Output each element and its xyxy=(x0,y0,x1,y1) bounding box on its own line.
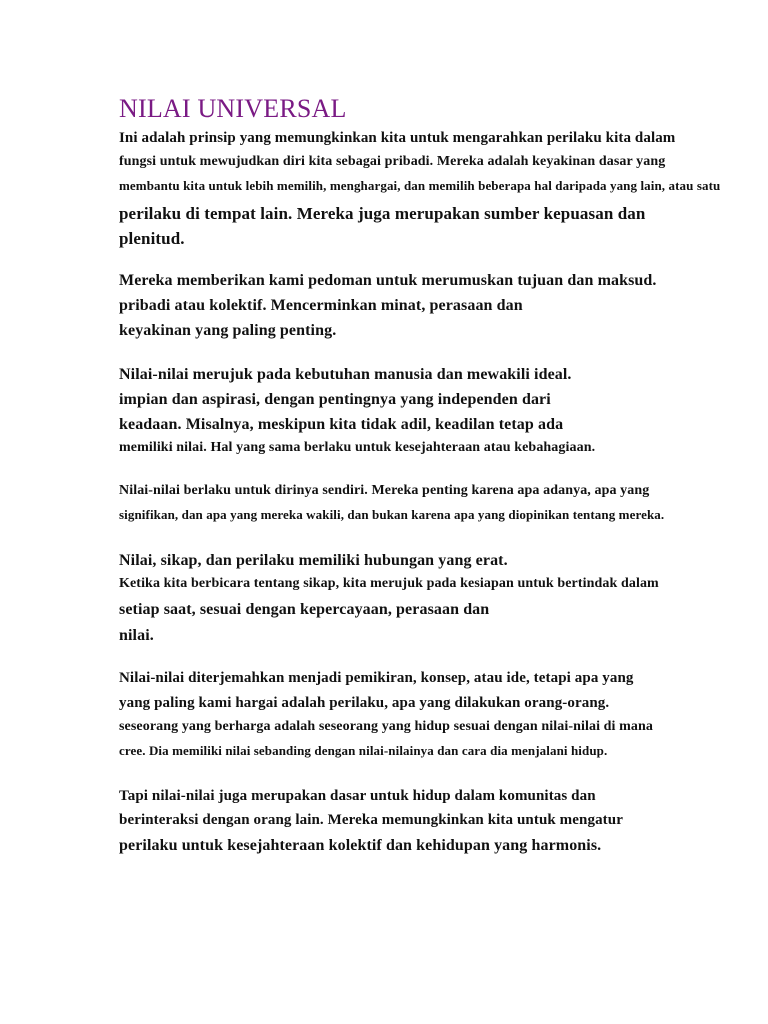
paragraph-5-line-2: Ketika kita berbicara tentang sikap, kita merujuk pada kesiapan untuk bertindak dalam xyxy=(119,576,659,591)
paragraph-3-line-4: memiliki nilai. Hal yang sama berlaku untuk kesejahteraan atau kebahagiaan. xyxy=(119,440,596,455)
paragraph-5-line-1: Nilai, sikap, dan perilaku memiliki hubungan yang erat. xyxy=(119,552,508,569)
paragraph-1-line-4: perilaku di tempat lain. Mereka juga merupakan sumber kepuasan dan xyxy=(119,204,646,223)
paragraph-6-line-4: cree. Dia memiliki nilai sebanding dengan nilai-nilainya dan cara dia menjalani hidup. xyxy=(119,743,608,758)
paragraph-2-line-3: keyakinan yang paling penting. xyxy=(119,322,337,339)
paragraph-4-line-2: signifikan, dan apa yang mereka wakili, dan bukan karena apa yang diopinikan tentang mereka. xyxy=(119,507,665,522)
paragraph-3-line-2: impian dan aspirasi, dengan pentingnya yang independen dari xyxy=(119,391,551,408)
paragraph-2-line-2: pribadi atau kolektif. Mencerminkan minat, perasaan dan xyxy=(119,297,523,314)
paragraph-4-line-1: Nilai-nilai berlaku untuk dirinya sendiri. Mereka penting karena apa adanya, apa yang xyxy=(119,483,650,498)
paragraph-3-line-3: keadaan. Misalnya, meskipun kita tidak adil, keadilan tetap ada xyxy=(119,416,564,433)
paragraph-6-line-3: seseorang yang berharga adalah seseorang yang hidup sesuai dengan nilai-nilai di mana xyxy=(119,719,653,734)
paragraph-7-line-1: Tapi nilai-nilai juga merupakan dasar untuk hidup dalam komunitas dan xyxy=(119,788,596,804)
paragraph-3-line-1: Nilai-nilai merujuk pada kebutuhan manusia dan mewakili ideal. xyxy=(119,366,572,383)
paragraph-5-line-4: nilai. xyxy=(119,627,154,644)
paragraph-6-line-2: yang paling kami hargai adalah perilaku, apa yang dilakukan orang-orang. xyxy=(119,695,610,711)
paragraph-7-line-3: perilaku untuk kesejahteraan kolektif dan kehidupan yang harmonis. xyxy=(119,837,602,854)
paragraph-1-line-1: Ini adalah prinsip yang memungkinkan kita untuk mengarahkan perilaku kita dalam xyxy=(119,130,676,146)
document-page xyxy=(119,0,768,1024)
paragraph-1-line-3: membantu kita untuk lebih memilih, menghargai, dan memilih beberapa hal daripada yang lain, atau satu xyxy=(119,178,721,193)
paragraph-1-line-5: plenitud. xyxy=(119,229,185,248)
paragraph-7-line-2: berinteraksi dengan orang lain. Mereka memungkinkan kita untuk mengatur xyxy=(119,812,623,828)
paragraph-1-line-2: fungsi untuk mewujudkan diri kita sebagai pribadi. Mereka adalah keyakinan dasar yang xyxy=(119,154,666,169)
paragraph-2-line-1: Mereka memberikan kami pedoman untuk merumuskan tujuan dan maksud. xyxy=(119,272,657,289)
paragraph-6-line-1: Nilai-nilai diterjemahkan menjadi pemikiran, konsep, atau ide, tetapi apa yang xyxy=(119,670,634,686)
paragraph-5-line-3: setiap saat, sesuai dengan kepercayaan, perasaan dan xyxy=(119,601,490,618)
document-title: NILAI UNIVERSAL xyxy=(119,94,347,123)
